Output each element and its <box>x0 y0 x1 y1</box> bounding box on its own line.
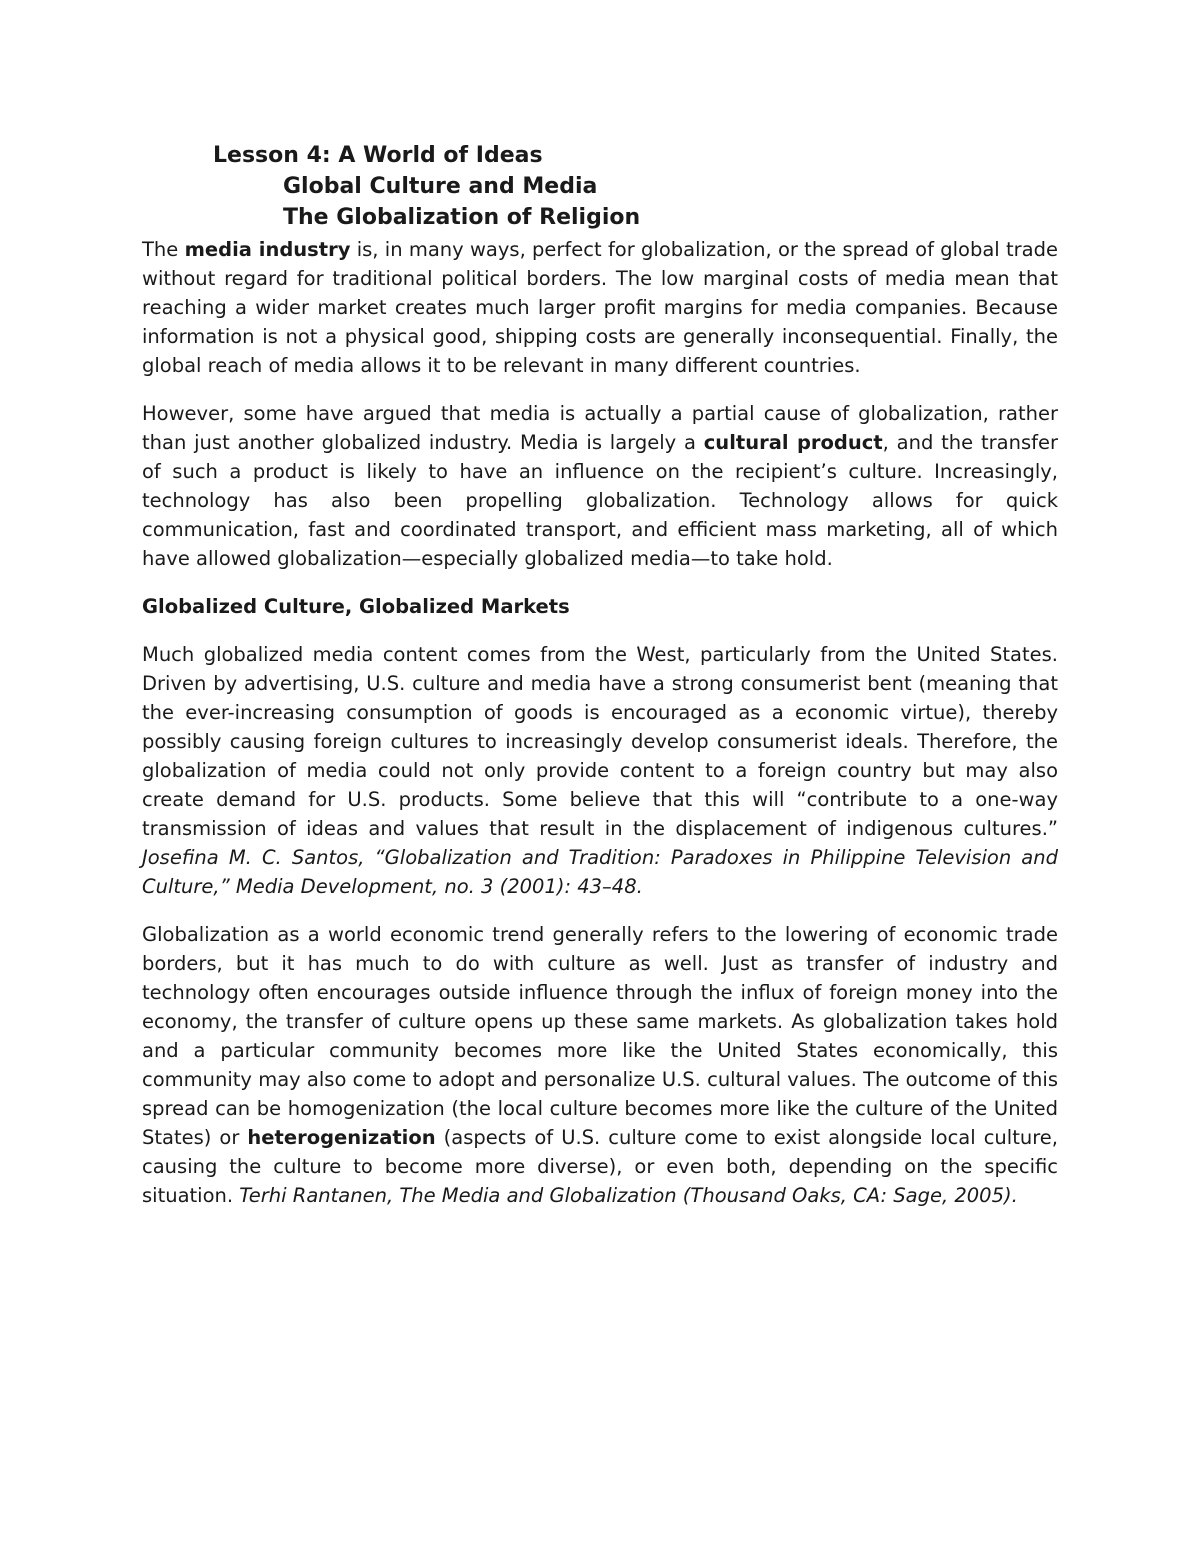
citation-santos: Josefina M. C. Santos, “Globalization and Tradition: Paradoxes in Philippine Television and Culture,” Media Development, no. 3 (2001): 43–48. <box>142 846 1058 898</box>
text-run: , and the transfer of such a product is likely to have an influence on the recipient’s culture. Increasingly, technology has also been propelling globalization. Technology allows for quick communication, fast and coordinated transport, and efficient mass marketing, all of which have allowed globalization—especially globalized media—to take hold. <box>142 431 1058 570</box>
text-run: Much globalized media content comes from the West, particularly from the United States. Driven by advertising, U.S. culture and media have a strong consumerist bent (meaning that the ever-increasing consumption of goods is encouraged as a economic virtue), thereby possibly causing foreign cultures to increasingly develop consumerist ideals. Therefore, the globalization of media could not only provide content to a foreign country but may also create demand for U.S. products. Some believe that this will “contribute to a one-way transmission of ideas and values that result in the displacement of indigenous cultures.” <box>142 643 1058 840</box>
text-run: is, in many ways, perfect for globalization, or the spread of global trade without regard for traditional political borders. The low marginal costs of media mean that reaching a wider market creates much larger profit margins for media companies. Because information is not a physical good, shipping costs are generally inconsequential. Finally, the global reach of media allows it to be relevant in many different countries. <box>142 238 1058 377</box>
section-heading: Globalized Culture, Globalized Markets <box>142 595 570 618</box>
bold-term-media-industry: media industry <box>184 238 351 261</box>
bold-term-cultural-product: cultural product <box>703 431 883 454</box>
text-run: The <box>142 238 185 261</box>
paragraph-cultural-product <box>142 399 1058 573</box>
subtitle-globalization-religion: The Globalization of Religion <box>283 205 641 230</box>
subtitle-global-culture: Global Culture and Media <box>283 174 598 199</box>
text-run: (aspects of U.S. culture come to exist alongside local culture, causing the culture to become more diverse), or even both, depending on the specific situation. <box>142 1126 1058 1207</box>
document-page <box>142 140 1058 1229</box>
lesson-title: Lesson 4: A World of Ideas <box>213 143 543 168</box>
text-run: However, some have argued that media is actually a partial cause of globalization, rather than just another globalized industry. Media is largely a <box>142 402 1058 454</box>
citation-rantanen: Terhi Rantanen, The Media and Globalization (Thousand Oaks, CA: Sage, 2005). <box>239 1184 1018 1207</box>
paragraph-western-content <box>142 640 1058 901</box>
paragraph-media-industry <box>142 235 1058 380</box>
bold-term-heterogenization: heterogenization <box>247 1126 436 1149</box>
paragraph-economic-trend <box>142 920 1058 1210</box>
text-run: Globalization as a world economic trend generally refers to the lowering of economic trade borders, but it has much to do with culture as well. Just as transfer of industry and technology often encourages outside influence through the influx of foreign money into the economy, the transfer of culture opens up these same markets. As globalization takes hold and a particular community becomes more like the United States economically, this community may also come to adopt and personalize U.S. cultural values. The outcome of this spread can be homogenization (the local culture becomes more like the culture of the United States) or <box>142 923 1058 1149</box>
